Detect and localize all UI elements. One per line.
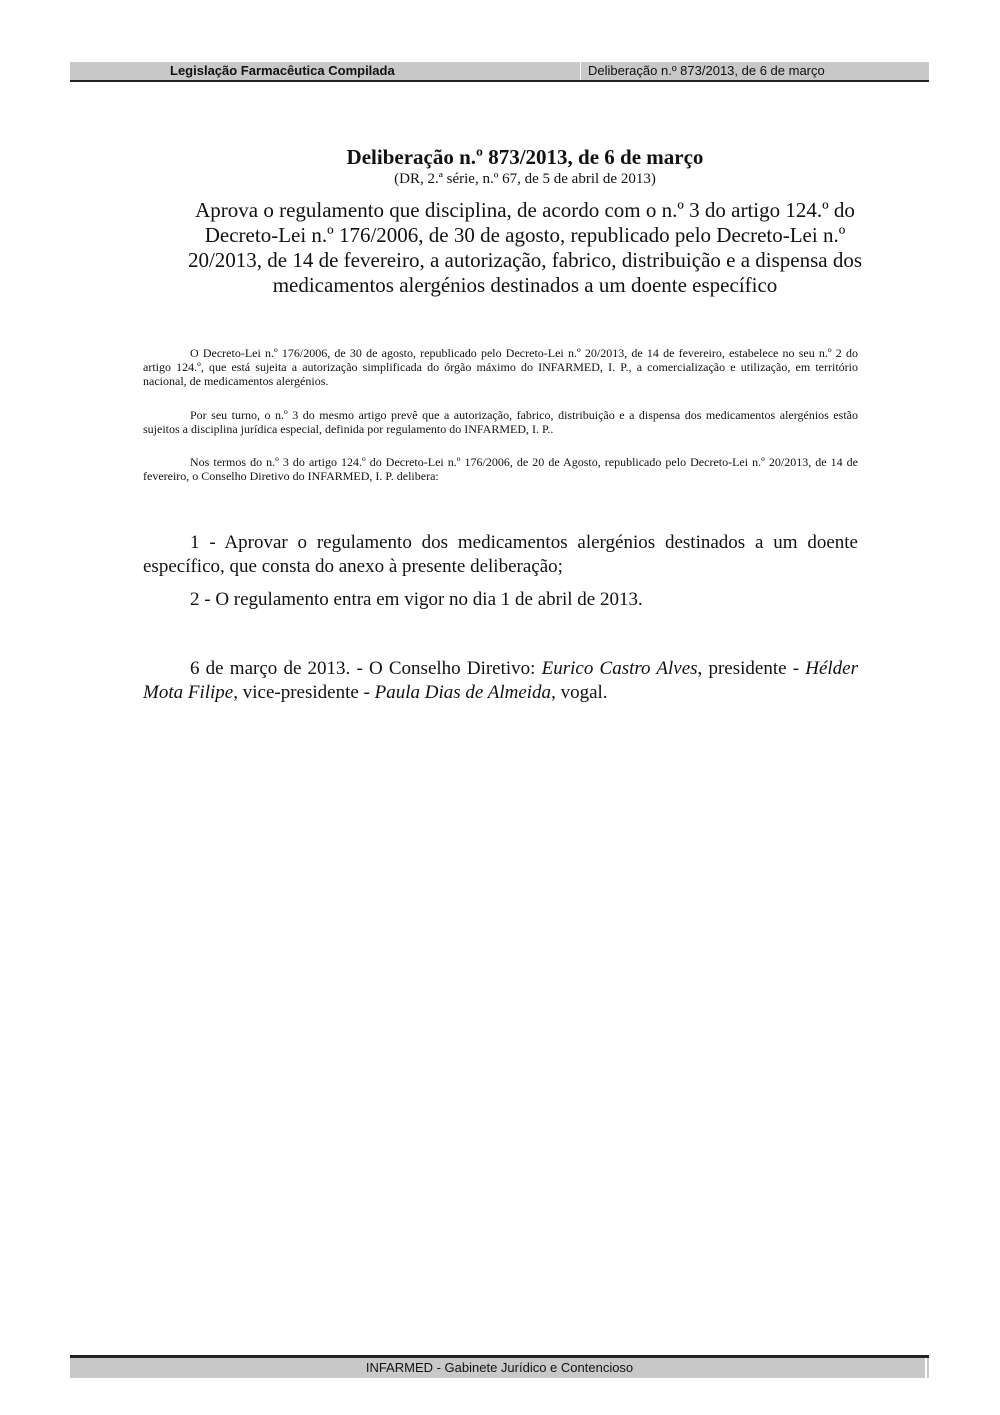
footer-text: INFARMED - Gabinete Jurídico e Contencioso: [365, 1360, 634, 1375]
page-header: [70, 62, 929, 82]
header-divider: [580, 62, 581, 80]
signatory-president: Eurico Castro Alves: [541, 658, 698, 679]
header-collection-title: Legislação Farmacêutica Compilada: [170, 63, 395, 78]
signatory-member: Paula Dias de Almeida: [374, 682, 552, 703]
resolution-item: 2 - O regulamento entra em vigor no dia 1 de abril de 2013.: [190, 589, 643, 610]
document-summary: Aprova o regulamento que disciplina, de acordo com o n.º 3 do artigo 124.º do Decreto-Lei n.º 176/2006, de 30 de agosto, republicado pelo Decreto-Lei n.º 20/2013, de 14 de fevereiro, a autorização, fabrico, distribuição e a dispensa dos medicamentos alergénios destinados a um doente específico: [187, 198, 863, 297]
signatory-role: , vice-presidente -: [233, 682, 375, 703]
header-document-ref: Deliberação n.º 873/2013, de 6 de março: [588, 63, 825, 78]
document-source: (DR, 2.ª série, n.º 67, de 5 de abril de 2013): [394, 171, 656, 187]
signatory-vice-president: Hélder Mota Filipe: [143, 658, 858, 703]
signatory-role: , vogal.: [551, 682, 608, 703]
signature-date: 6 de março de 2013. - O Conselho Diretivo:: [190, 658, 542, 679]
signature-block: [143, 657, 858, 705]
resolution-item: 1 - Aprovar o regulamento dos medicamentos alergénios destinados a um doente específico, que consta do anexo à presente deliberação;: [143, 532, 858, 577]
signatory-role: , presidente -: [697, 658, 806, 679]
preamble-paragraph: Nos termos do n.º 3 do artigo 124.º do Decreto-Lei n.º 176/2006, de 20 de Agosto, republicado pelo Decreto-Lei n.º 20/2013, de 14 de fevereiro, o Conselho Diretivo do INFARMED, I. P. delibera:: [143, 455, 858, 483]
document-title: Deliberação n.º 873/2013, de 6 de março: [346, 145, 704, 169]
footer-divider: [925, 1358, 927, 1378]
page-footer: [70, 1355, 929, 1378]
preamble-paragraph: O Decreto-Lei n.º 176/2006, de 30 de agosto, republicado pelo Decreto-Lei n.º 20/2013, de 14 de fevereiro, estabelece no seu n.º 2 do artigo 124.º, que está sujeita a autorização simplificada do órgão máximo do INFARMED, I. P., a comercialização e utilização, em território nacional, de medicamentos alergénios.: [143, 346, 858, 388]
preamble-paragraph: Por seu turno, o n.º 3 do mesmo artigo prevê que a autorização, fabrico, distribuição e a dispensa dos medicamentos alergénios estão sujeitos a disciplina jurídica especial, definida por regulamento do INFARMED, I. P..: [143, 408, 858, 436]
